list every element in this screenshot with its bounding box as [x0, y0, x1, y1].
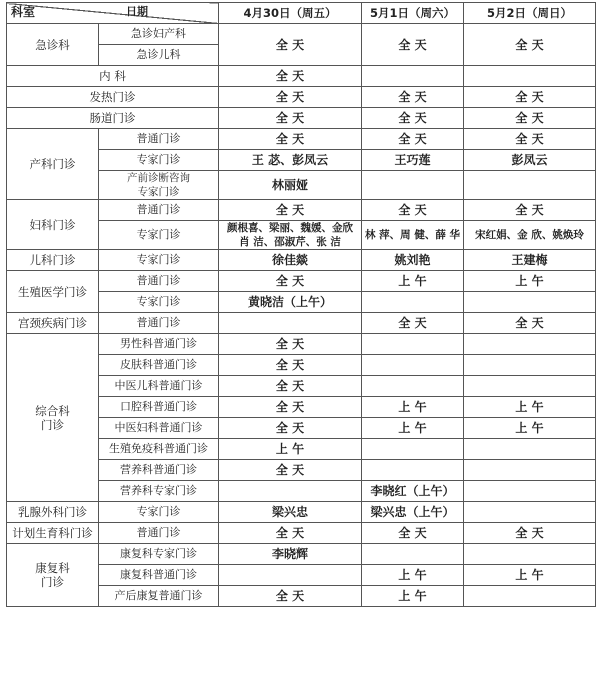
table-row — [7, 271, 596, 292]
value-cell — [464, 171, 596, 200]
dept-cell: 生殖医学门诊 — [7, 271, 99, 313]
sub-cell: 急诊儿科 — [99, 45, 219, 66]
value-cell: 全 天 — [219, 397, 362, 418]
value-cell: 王建梅 — [464, 250, 596, 271]
value-cell: 全 天 — [219, 334, 362, 355]
value-cell — [464, 292, 596, 313]
dept-cell: 内 科 — [7, 66, 219, 87]
value-cell — [464, 502, 596, 523]
value-cell: 全 天 — [464, 313, 596, 334]
dept-cell: 妇科门诊 — [7, 200, 99, 250]
value-cell: 梁兴忠 — [219, 502, 362, 523]
sub-cell: 普通门诊 — [99, 313, 219, 334]
value-cell: 林 萍、周 健、薛 华 — [362, 221, 464, 250]
value-cell: 上 午 — [362, 418, 464, 439]
sub-cell: 普通门诊 — [99, 271, 219, 292]
table-row — [7, 108, 596, 129]
value-cell — [464, 334, 596, 355]
sub-cell: 普通门诊 — [99, 200, 219, 221]
dept-cell: 计划生育科门诊 — [7, 523, 99, 544]
dept-cell: 产科门诊 — [7, 129, 99, 200]
value-cell: 颜根喜、梁丽、魏媛、金欣 肖 洁、邵淑芹、张 洁 — [219, 221, 362, 250]
value-cell: 上 午 — [362, 565, 464, 586]
table-row — [7, 66, 596, 87]
dept-cell: 宫颈疾病门诊 — [7, 313, 99, 334]
value-cell: 全 天 — [464, 523, 596, 544]
value-cell: 全 天 — [362, 87, 464, 108]
sub-cell: 普通门诊 — [99, 129, 219, 150]
value-cell — [464, 355, 596, 376]
value-cell — [362, 460, 464, 481]
value-cell: 全 天 — [219, 200, 362, 221]
value-cell: 上 午 — [464, 397, 596, 418]
value-cell: 全 天 — [219, 24, 362, 66]
value-cell: 全 天 — [464, 129, 596, 150]
sub-cell: 营养科专家门诊 — [99, 481, 219, 502]
table-row — [7, 250, 596, 271]
sub-cell: 口腔科普通门诊 — [99, 397, 219, 418]
value-cell: 全 天 — [219, 523, 362, 544]
value-cell: 全 天 — [464, 24, 596, 66]
table-row — [7, 313, 596, 334]
table-row — [7, 24, 596, 45]
value-cell: 全 天 — [219, 460, 362, 481]
sub-cell: 急诊妇产科 — [99, 24, 219, 45]
value-cell: 上 午 — [464, 565, 596, 586]
sub-cell: 皮肤科普通门诊 — [99, 355, 219, 376]
sub-cell: 普通门诊 — [99, 523, 219, 544]
value-cell: 全 天 — [362, 200, 464, 221]
value-cell: 全 天 — [362, 313, 464, 334]
header-corner-cell — [7, 3, 219, 24]
value-cell: 上 午 — [362, 586, 464, 607]
holiday-clinic-schedule-table — [6, 2, 596, 607]
value-cell: 上 午 — [464, 418, 596, 439]
value-cell: 全 天 — [362, 108, 464, 129]
value-cell: 全 天 — [219, 87, 362, 108]
sub-cell: 中医妇科普通门诊 — [99, 418, 219, 439]
date-header-label: 日期 — [126, 5, 148, 18]
value-cell — [219, 481, 362, 502]
value-cell: 王 苾、彭凤云 — [219, 150, 362, 171]
day-header-2: 5月1日（周六） — [362, 3, 464, 24]
value-cell: 上 午 — [219, 439, 362, 460]
sub-cell: 产后康复普通门诊 — [99, 586, 219, 607]
dept-cell: 肠道门诊 — [7, 108, 219, 129]
dept-header-label: 科室 — [11, 5, 36, 19]
day-header-3: 5月2日（周日） — [464, 3, 596, 24]
value-cell — [464, 481, 596, 502]
dept-cell: 康复科 门诊 — [7, 544, 99, 607]
value-cell — [362, 334, 464, 355]
value-cell: 王巧莲 — [362, 150, 464, 171]
value-cell: 全 天 — [219, 66, 362, 87]
value-cell: 李晓辉 — [219, 544, 362, 565]
value-cell: 全 天 — [464, 108, 596, 129]
value-cell: 上 午 — [464, 271, 596, 292]
value-cell: 彭凤云 — [464, 150, 596, 171]
value-cell: 徐佳燚 — [219, 250, 362, 271]
table-row — [7, 129, 596, 150]
value-cell: 上 午 — [362, 397, 464, 418]
value-cell — [219, 565, 362, 586]
sub-cell: 生殖免疫科普通门诊 — [99, 439, 219, 460]
sub-cell: 康复科专家门诊 — [99, 544, 219, 565]
value-cell — [219, 313, 362, 334]
value-cell: 全 天 — [219, 586, 362, 607]
value-cell: 全 天 — [219, 129, 362, 150]
dept-cell: 发热门诊 — [7, 87, 219, 108]
value-cell — [362, 355, 464, 376]
sub-cell: 专家门诊 — [99, 502, 219, 523]
table-row — [7, 523, 596, 544]
dept-cell: 综合科 门诊 — [7, 334, 99, 502]
value-cell — [464, 586, 596, 607]
value-cell: 全 天 — [464, 87, 596, 108]
value-cell — [464, 439, 596, 460]
sub-cell: 中医儿科普通门诊 — [99, 376, 219, 397]
value-cell — [362, 292, 464, 313]
value-cell: 林丽娅 — [219, 171, 362, 200]
sub-cell: 康复科普通门诊 — [99, 565, 219, 586]
sub-cell: 营养科普通门诊 — [99, 460, 219, 481]
value-cell — [362, 439, 464, 460]
value-cell: 全 天 — [219, 376, 362, 397]
value-cell — [362, 376, 464, 397]
table-row — [7, 502, 596, 523]
sub-cell: 专家门诊 — [99, 221, 219, 250]
sub-cell: 男性科普通门诊 — [99, 334, 219, 355]
value-cell — [464, 376, 596, 397]
value-cell: 全 天 — [219, 355, 362, 376]
day-header-1: 4月30日（周五） — [219, 3, 362, 24]
sub-cell: 专家门诊 — [99, 292, 219, 313]
value-cell — [464, 460, 596, 481]
value-cell: 全 天 — [219, 108, 362, 129]
value-cell: 全 天 — [219, 418, 362, 439]
value-cell: 李晓红（上午） — [362, 481, 464, 502]
value-cell: 宋红娟、金 欣、姚焕玲 — [464, 221, 596, 250]
value-cell: 上 午 — [362, 271, 464, 292]
value-cell: 梁兴忠（上午） — [362, 502, 464, 523]
table-row — [7, 200, 596, 221]
value-cell — [362, 171, 464, 200]
value-cell: 全 天 — [362, 523, 464, 544]
value-cell — [464, 66, 596, 87]
value-cell: 全 天 — [464, 200, 596, 221]
value-cell: 姚刘艳 — [362, 250, 464, 271]
header-row — [7, 3, 596, 24]
value-cell: 全 天 — [219, 271, 362, 292]
sub-cell: 专家门诊 — [99, 250, 219, 271]
value-cell — [362, 66, 464, 87]
value-cell — [362, 544, 464, 565]
value-cell: 全 天 — [362, 24, 464, 66]
dept-cell: 急诊科 — [7, 24, 99, 66]
table-row — [7, 544, 596, 565]
sub-cell: 专家门诊 — [99, 150, 219, 171]
value-cell: 黄晓洁（上午） — [219, 292, 362, 313]
sub-cell: 产前诊断咨询 专家门诊 — [99, 171, 219, 200]
table-row — [7, 87, 596, 108]
value-cell — [464, 544, 596, 565]
dept-cell: 乳腺外科门诊 — [7, 502, 99, 523]
table-row — [7, 334, 596, 355]
dept-cell: 儿科门诊 — [7, 250, 99, 271]
value-cell: 全 天 — [362, 129, 464, 150]
